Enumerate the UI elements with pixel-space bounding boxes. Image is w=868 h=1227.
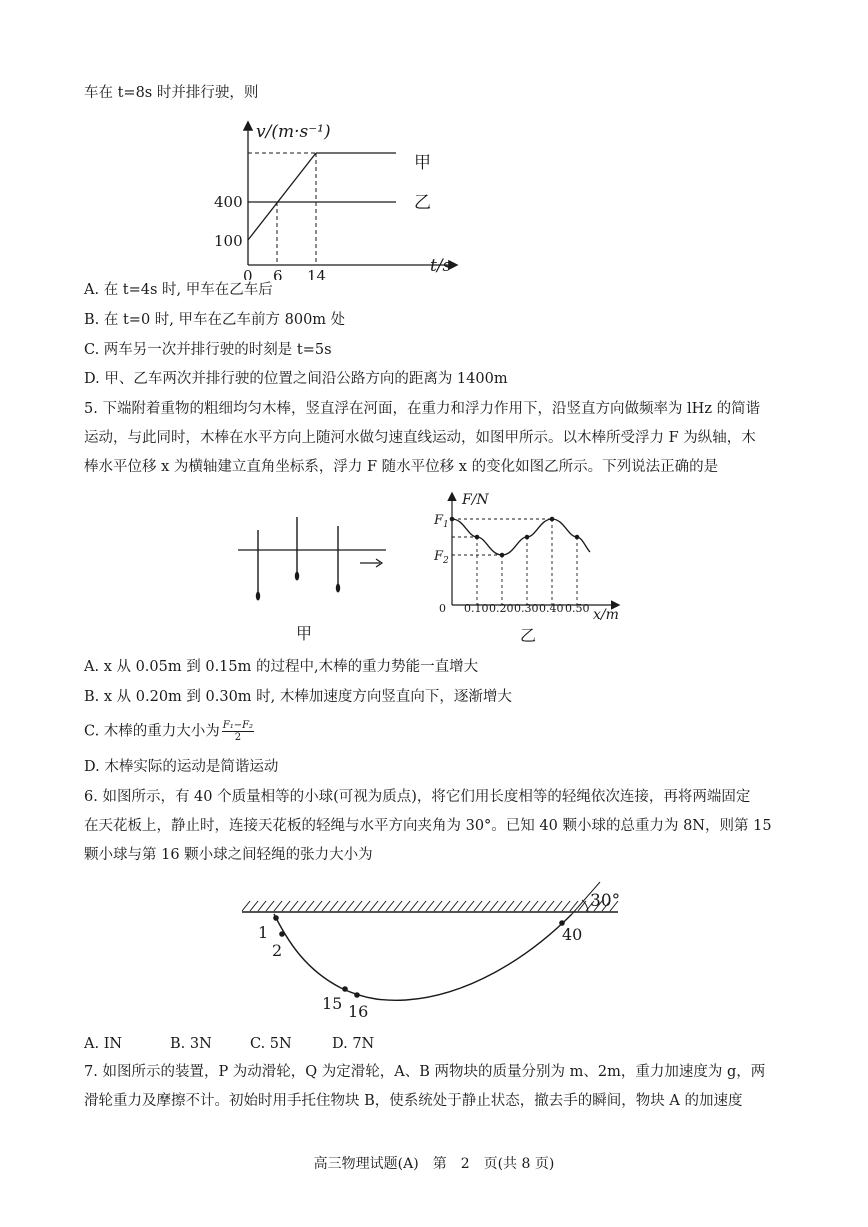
q6-line-3: 颗小球与第 16 颗小球之间轻绳的张力大小为 [84,847,373,863]
q6-line-1: 6. 如图所示，有 40 个质量相等的小球(可视为质点)，将它们用长度相等的轻绳依次连接，再将两端固定 [84,789,751,805]
intro-line: 车在 t=8s 时并排行驶，则 [84,85,259,101]
q5-option-c-text: C. 木棒的重力大小为 [84,723,220,740]
q5-stem [84,395,786,482]
q7-line-1: 7. 如图所示的装置，P 为动滑轮，Q 为定滑轮，A、B 两物块的质量分别为 m、2m，重力加速度为 g，两 [84,1064,766,1080]
x-tick-010: 0.10 [464,602,489,615]
q5-figure-yi [428,488,638,650]
ball-label-16: 16 [348,1002,369,1021]
q6-option-d: D. 7N [332,1036,375,1052]
q6-line-2: 在天花板上，静止时，连接天花板的轻绳与水平方向夹角为 30°。已知 40 颗小球的总重力为 8N，则第 15 [84,818,772,834]
x-tick-0: 0 [243,267,253,280]
gravity-fraction: $\frac{\text{F₁−F₂}}{2}$ [222,720,254,743]
angle-label: 30° [590,891,621,911]
caption-yi: 乙 [520,626,537,645]
q4-option-c: C. 两车另一次并排行驶的时刻是 t=5s [84,342,332,358]
q6-stem [84,783,786,870]
q5-line-2: 运动，与此同时，木棒在水平方向上随河水做匀速直线运动，如图甲所示。以木棒所受浮力 F 为纵轴，木 [84,430,756,446]
caption-jia: 甲 [296,624,313,643]
q4-option-a: A. 在 t=4s 时, 甲车在乙车后 [84,282,273,298]
line-jia-ramp [248,153,316,240]
x-axis-label: t/s [430,256,452,276]
q5-option-c [84,720,254,743]
x-tick-040: 0.40 [539,602,564,615]
q5-line-3: 棒水平位移 x 为横轴建立直角坐标系，浮力 F 随水平位移 x 的变化如图乙所示。下列说法正确的是 [84,459,719,475]
q4-option-d: D. 甲、乙车两次并排行驶的位置之间沿公路方向的距离为 1400m [84,371,508,387]
x-tick-020: 0.20 [489,602,514,615]
x-tick-050: 0.50 [565,602,590,615]
y-tick-100: 100 [214,232,243,250]
x-tick-030: 0.30 [514,602,539,615]
y-axis-label: v/(m·s⁻¹) [256,122,331,142]
legend-jia: 甲 [414,153,431,173]
q5-option-b: B. x 从 0.20m 到 0.30m 时, 木棒加速度方向竖直向下，逐渐增大 [84,689,512,705]
x-tick-6: 6 [273,267,283,280]
q5-figure-jia [236,512,396,652]
x-tick-0: 0 [439,602,446,615]
f1-label: $F_1$ [434,513,449,530]
q5-option-a: A. x 从 0.05m 到 0.15m 的过程中,木棒的重力势能一直增大 [84,659,479,675]
legend-yi: 乙 [414,193,431,213]
q4-option-b: B. 在 t=0 时, 甲车在乙车前方 800m 处 [84,312,346,328]
q6-option-b: B. 3N [170,1036,212,1052]
page-footer: 高三物理试题(A) 第 2 页(共 8 页) [313,1156,555,1172]
ball-label-40: 40 [562,925,583,944]
f2-label: $F_2$ [434,549,449,566]
y-tick-400: 400 [214,193,243,211]
vt-graph [210,115,470,280]
ball-chain [274,914,572,1000]
x-axis-label-m: x/m [593,607,619,623]
x-tick-14: 14 [307,267,327,280]
f-axis-label: F/N [462,492,489,508]
q6-option-c: C. 5N [250,1036,292,1052]
q5-option-d: D. 木棒实际的运动是简谐运动 [84,759,279,775]
ball-label-15: 15 [322,994,343,1013]
q5-line-1: 5. 下端附着重物的粗细均匀木棒，竖直浮在河面，在重力和浮力作用下，沿竖直方向做频率为 lHz 的简谐 [84,401,761,417]
q6-option-a: A. IN [84,1036,123,1052]
ball-label-2: 2 [272,941,283,960]
q7-stem [84,1058,786,1116]
q7-line-2: 滑轮重力及摩擦不计。初始时用手托住物块 B，使系统处于静止状态，撤去手的瞬间，物块 A 的加速度 [84,1093,743,1109]
ball-label-1: 1 [258,923,269,942]
q6-figure [236,878,636,1028]
